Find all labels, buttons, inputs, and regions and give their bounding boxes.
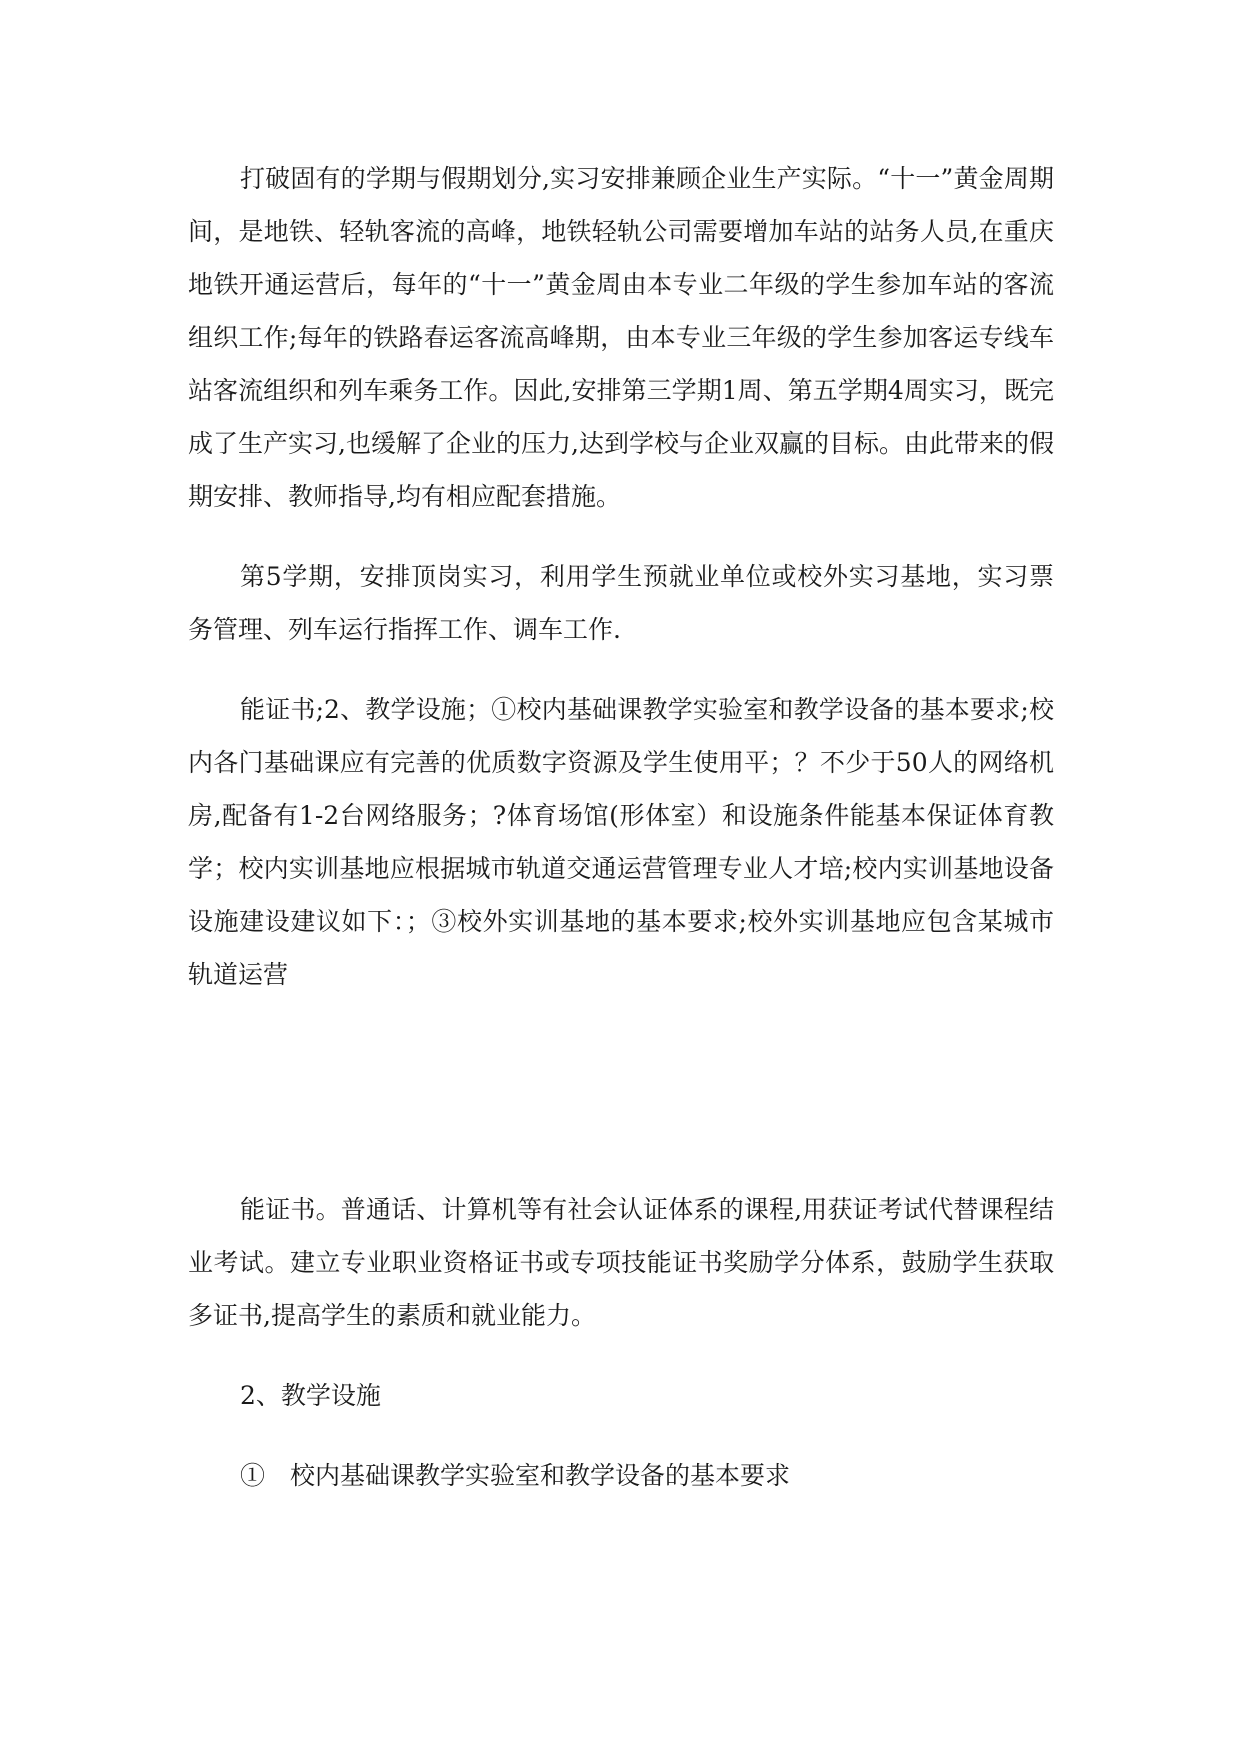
paragraph-fifth-semester: 第5学期，安排顶岗实习，利用学生预就业单位或校外实习基地，实习票务管理、列车运行指挥工作、调车工作. — [188, 562, 1054, 644]
paragraph-facilities-summary: 能证书;2、教学设施；①校内基础课教学实验室和教学设备的基本要求;校内各门基础课应有完善的优质数字资源及学生使用平；？不少于50人的网络机房,配备有1-2台网络服务；?体育场馆(形体室）和设施条件能基本保证体育教学；校内实训基地应根据城市轨道交通运营管理专业人才培;校内实训基地设备设施建设建议如下：；③校外实训基地的基本要求;校外实训基地应包含某城市轨道运营 — [188, 695, 1054, 989]
subsection-heading-basic-labs: ① 校内基础课教学实验室和教学设备的基本要求 — [240, 1461, 791, 1490]
document-body — [188, 152, 1054, 1502]
paragraph-internship-schedule: 打破固有的学期与假期划分,实习安排兼顾企业生产实际。“十一”黄金周期间，是地铁、轻轨客流的高峰，地铁轻轨公司需要增加车站的站务人员,在重庆地铁开通运营后，每年的“十一”黄金周由本专业二年级的学生参加车站的客流组织工作;每年的铁路春运客流高峰期，由本专业三年级的学生参加客运专线车站客流组织和列车乘务工作。因此,安排第三学期1周、第五学期4周实习，既完成了生产实习,也缓解了企业的压力,达到学校与企业双赢的目标。由此带来的假期安排、教师指导,均有相应配套措施。 — [188, 164, 1054, 511]
paragraph-certificates: 能证书。普通话、计算机等有社会认证体系的课程,用获证考试代替课程结业考试。建立专业职业资格证书或专项技能证书奖励学分体系，鼓励学生获取多证书,提高学生的素质和就业能力。 — [188, 1195, 1054, 1330]
section-heading-teaching-facilities: 2、教学设施 — [240, 1381, 381, 1410]
